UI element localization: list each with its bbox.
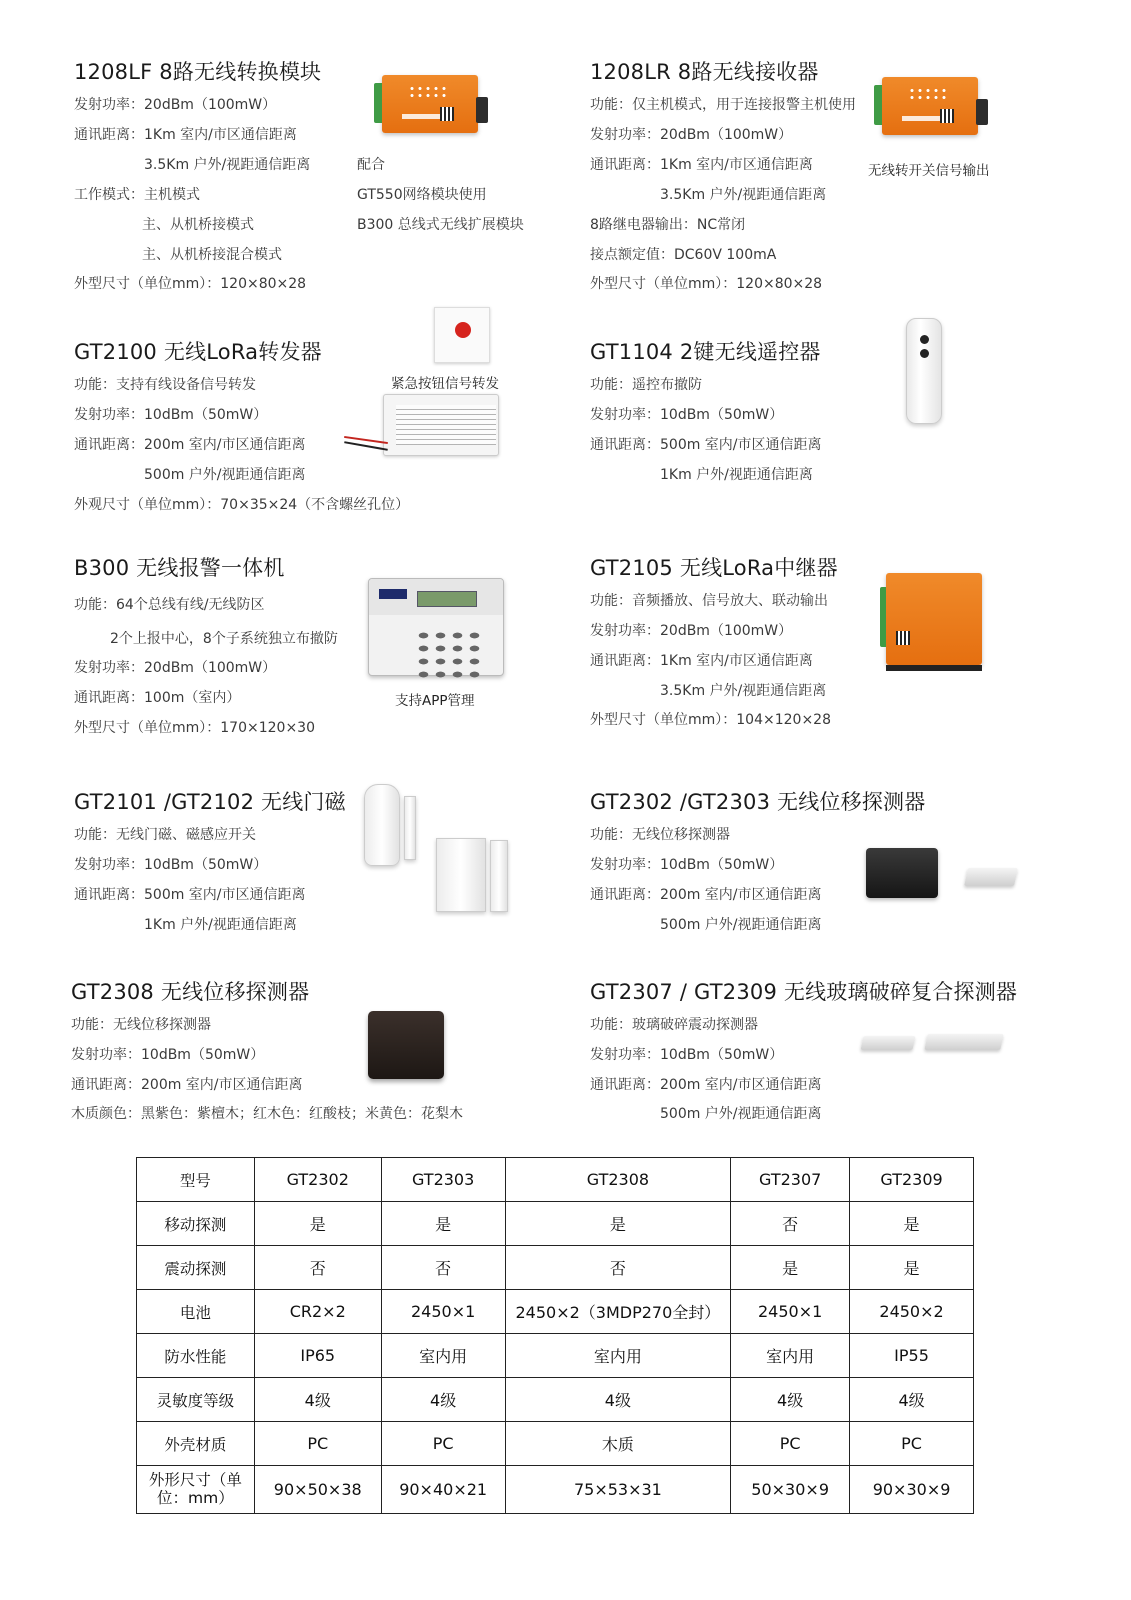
row-label: 外壳材质 — [137, 1422, 255, 1466]
table-cell: 90×40×21 — [381, 1466, 505, 1514]
product-title-gt2105: GT2105 无线LoRa中继器 — [590, 556, 838, 580]
spec-line: 发射功率：20dBm（100mW） — [74, 660, 277, 676]
table-cell: 90×30×9 — [850, 1466, 974, 1514]
table-row — [137, 1334, 974, 1378]
table-cell: 4级 — [731, 1378, 850, 1422]
table-cell: 室内用 — [381, 1334, 505, 1378]
door-sensor-image — [436, 838, 486, 912]
panic-button-image — [434, 307, 490, 363]
table-header-cell: GT2302 — [254, 1158, 381, 1202]
spec-line: 功能：仅主机模式，用于连接报警主机使用 — [590, 97, 856, 113]
product-title-gt2100: GT2100 无线LoRa转发器 — [74, 340, 322, 364]
table-cell: 室内用 — [731, 1334, 850, 1378]
table-row — [137, 1202, 974, 1246]
spec-line: 发射功率：10dBm（50mW） — [590, 1047, 784, 1063]
spec-line: 工作模式：主机模式 — [74, 187, 200, 203]
table-cell: 2450×1 — [381, 1290, 505, 1334]
table-cell: 否 — [505, 1246, 731, 1290]
spec-line: 通讯距离：200m 室内/市区通信距离 — [590, 1077, 822, 1093]
side-note: 配合 — [357, 157, 385, 173]
row-label: 电池 — [137, 1290, 255, 1334]
spec-line: 通讯距离：1Km 室内/市区通信距离 — [74, 127, 297, 143]
table-cell: 否 — [254, 1246, 381, 1290]
spec-line: 外型尺寸（单位mm）：120×80×28 — [590, 276, 823, 292]
module-1208lf-image — [382, 75, 478, 133]
spec-line: 外观尺寸（单位mm）：70×35×24（不含螺丝孔位） — [74, 497, 410, 513]
wooden-detector-image — [368, 1011, 444, 1079]
table-cell: 2450×2 — [850, 1290, 974, 1334]
side-note: B300 总线式无线扩展模块 — [357, 217, 524, 233]
spec-line: 通讯距离：100m（室内） — [74, 690, 241, 706]
table-header-cell: GT2308 — [505, 1158, 731, 1202]
product-title-gt1104: GT1104 2键无线遥控器 — [590, 340, 821, 364]
row-label: 震动探测 — [137, 1246, 255, 1290]
side-note: GT550网络模块使用 — [357, 187, 487, 203]
table-cell: IP65 — [254, 1334, 381, 1378]
table-cell: CR2×2 — [254, 1290, 381, 1334]
spec-line: 3.5Km 户外/视距通信距离 — [144, 157, 311, 173]
lora-relay-image — [886, 573, 982, 665]
row-label: 外形尺寸（单位：mm） — [137, 1466, 255, 1514]
table-header-row — [137, 1158, 974, 1202]
table-cell: 是 — [850, 1246, 974, 1290]
table-cell: IP55 — [850, 1334, 974, 1378]
table-row — [137, 1378, 974, 1422]
table-header-cell: GT2303 — [381, 1158, 505, 1202]
table-cell: 2450×1 — [731, 1290, 850, 1334]
spec-line: 通讯距离：200m 室内/市区通信距离 — [71, 1077, 303, 1093]
row-label: 防水性能 — [137, 1334, 255, 1378]
spec-line: 3.5Km 户外/视距通信距离 — [660, 187, 827, 203]
spec-line: 通讯距离：500m 室内/市区通信距离 — [74, 887, 306, 903]
spec-line: 接点额定值：DC60V 100mA — [590, 247, 777, 263]
glass-break-detector-small-image — [861, 1036, 916, 1050]
spec-line: 500m 户外/视距通信距离 — [660, 1106, 822, 1122]
table-cell: PC — [731, 1422, 850, 1466]
spec-line: 发射功率：20dBm（100mW） — [590, 127, 793, 143]
product-title-gt2307: GT2307 / GT2309 无线玻璃破碎复合探测器 — [590, 980, 1018, 1004]
spec-line: 外型尺寸（单位mm）：120×80×28 — [74, 276, 307, 292]
table-header-cell: GT2309 — [850, 1158, 974, 1202]
table-row — [137, 1246, 974, 1290]
spec-line: 通讯距离：1Km 室内/市区通信距离 — [590, 157, 813, 173]
product-title-b300: B300 无线报警一体机 — [74, 556, 285, 580]
table-cell: 75×53×31 — [505, 1466, 731, 1514]
table-cell: 50×30×9 — [731, 1466, 850, 1514]
table-cell: PC — [254, 1422, 381, 1466]
spec-line: 发射功率：20dBm（100mW） — [590, 623, 793, 639]
displacement-detector-white-image — [964, 868, 1018, 886]
spec-line: 主、从机桥接混合模式 — [142, 247, 282, 263]
spec-line: 外型尺寸（单位mm）：170×120×30 — [74, 720, 315, 736]
spec-line: 木质颜色：黑紫色：紫檀木；红木色：红酸枝；米黄色：花梨木 — [71, 1106, 463, 1122]
product-title-1208lf: 1208LF 8路无线转换模块 — [74, 60, 322, 84]
table-cell: 是 — [731, 1246, 850, 1290]
spec-line: 通讯距离：1Km 室内/市区通信距离 — [590, 653, 813, 669]
alarm-keypad-image — [368, 578, 504, 676]
spec-line: 发射功率：20dBm（100mW） — [74, 97, 277, 113]
receiver-1208lr-image — [882, 77, 978, 135]
lora-repeater-image — [383, 394, 499, 456]
spec-line: 功能：遥控布撤防 — [590, 377, 702, 393]
spec-line: 功能：无线位移探测器 — [71, 1017, 211, 1033]
table-cell: 是 — [381, 1202, 505, 1246]
table-cell: 4级 — [505, 1378, 731, 1422]
spec-line: 发射功率：10dBm（50mW） — [590, 407, 784, 423]
glass-break-detector-large-image — [924, 1034, 1003, 1050]
spec-line: 主、从机桥接模式 — [142, 217, 254, 233]
table-cell: 否 — [381, 1246, 505, 1290]
spec-line: 1Km 户外/视距通信距离 — [144, 917, 297, 933]
spec-line: 3.5Km 户外/视距通信距离 — [660, 683, 827, 699]
spec-line: 外型尺寸（单位mm）：104×120×28 — [590, 712, 831, 728]
product-title-1208lr: 1208LR 8路无线接收器 — [590, 60, 819, 84]
image-caption: 支持APP管理 — [395, 693, 475, 709]
spec-line: 功能：支持有线设备信号转发 — [74, 377, 256, 393]
table-cell: 2450×2（3MDP270全封） — [505, 1290, 731, 1334]
table-cell: 木质 — [505, 1422, 731, 1466]
door-sensor-long-image — [364, 784, 400, 866]
spec-comparison-table — [136, 1157, 974, 1514]
spec-line: 发射功率：10dBm（50mW） — [74, 407, 268, 423]
table-cell: 4级 — [254, 1378, 381, 1422]
spec-line: 通讯距离：200m 室内/市区通信距离 — [74, 437, 306, 453]
remote-control-image — [906, 318, 942, 424]
spec-line: 2个上报中心，8个子系统独立布撤防 — [110, 631, 338, 647]
door-magnet-image — [404, 796, 416, 860]
table-cell: 是 — [850, 1202, 974, 1246]
table-cell: 4级 — [381, 1378, 505, 1422]
product-title-gt2302: GT2302 /GT2303 无线位移探测器 — [590, 790, 926, 814]
table-row — [137, 1466, 974, 1514]
table-row — [137, 1422, 974, 1466]
table-cell: 室内用 — [505, 1334, 731, 1378]
table-cell: PC — [381, 1422, 505, 1466]
spec-line: 500m 户外/视距通信距离 — [144, 467, 306, 483]
spec-line: 功能：64个总线有线/无线防区 — [74, 597, 265, 613]
displacement-detector-black-image — [866, 848, 938, 898]
spec-line: 8路继电器输出：NC常闭 — [590, 217, 746, 233]
spec-line: 通讯距离：200m 室内/市区通信距离 — [590, 887, 822, 903]
row-label: 灵敏度等级 — [137, 1378, 255, 1422]
row-label: 移动探测 — [137, 1202, 255, 1246]
spec-line: 发射功率：10dBm（50mW） — [71, 1047, 265, 1063]
product-title-gt2101: GT2101 /GT2102 无线门磁 — [74, 790, 346, 814]
image-caption: 无线转开关信号输出 — [868, 163, 990, 179]
spec-line: 发射功率：10dBm（50mW） — [590, 857, 784, 873]
table-cell: 90×50×38 — [254, 1466, 381, 1514]
product-title-gt2308: GT2308 无线位移探测器 — [71, 980, 310, 1004]
image-caption: 紧急按钮信号转发 — [391, 376, 499, 392]
spec-line: 发射功率：10dBm（50mW） — [74, 857, 268, 873]
table-header-cell: GT2307 — [731, 1158, 850, 1202]
spec-line: 功能：无线门磁、磁感应开关 — [74, 827, 256, 843]
table-cell: 是 — [254, 1202, 381, 1246]
spec-line: 功能：玻璃破碎震动探测器 — [590, 1017, 758, 1033]
table-cell: 是 — [505, 1202, 731, 1246]
table-header-cell: 型号 — [137, 1158, 255, 1202]
table-cell: PC — [850, 1422, 974, 1466]
table-cell: 否 — [731, 1202, 850, 1246]
table-cell: 4级 — [850, 1378, 974, 1422]
spec-line: 1Km 户外/视距通信距离 — [660, 467, 813, 483]
spec-line: 功能：音频播放、信号放大、联动输出 — [590, 593, 828, 609]
door-magnet-small-image — [490, 840, 508, 912]
spec-line: 500m 户外/视距通信距离 — [660, 917, 822, 933]
table-row — [137, 1290, 974, 1334]
spec-line: 通讯距离：500m 室内/市区通信距离 — [590, 437, 822, 453]
spec-line: 功能：无线位移探测器 — [590, 827, 730, 843]
